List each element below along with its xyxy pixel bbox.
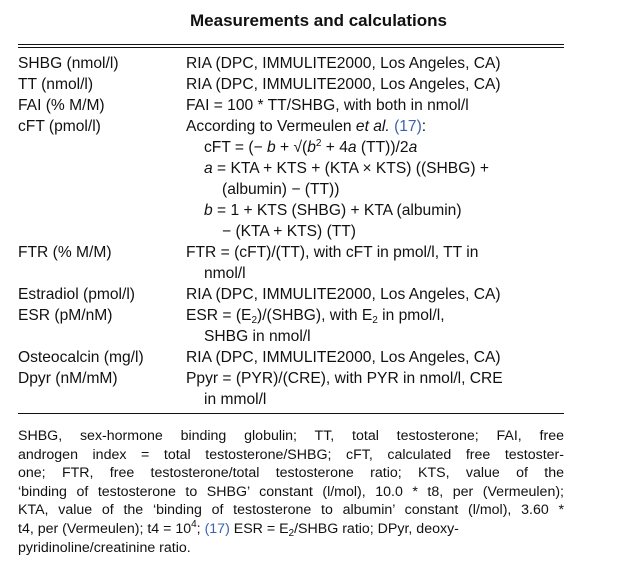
reference-link[interactable]: (17) [204,520,230,537]
row-label: SHBG (nmol/l) [18,55,119,72]
row-label: Estradiol (pmol/l) [18,286,135,303]
row-definition: FTR = (cFT)/(TT), with cFT in pmol/l, TT in nmol/l [186,244,479,282]
row-definition: According to Vermeulen et al. (17): cFT = (− $b + √(b^2 + 4a$ (TT))/2a a = KTA + KTS + (KTA × KTS) ((SHBG) + (albumin) − (TT)) b = 1 + KTS (SHBG) + KTA (albumin) − (KTA + KTS) (TT) [186,118,489,240]
top-rule-second [18,47,564,48]
row-definition: RIA (DPC, IMMULITE2000, Los Angeles, CA) [186,349,501,366]
row-label: FTR (% M/M) [18,244,112,261]
row-label: Osteocalcin (mg/l) [18,349,144,366]
bottom-rule [18,413,564,414]
row-label: TT (nmol/l) [18,76,94,93]
row-label: cFT (pmol/l) [18,118,101,135]
table-footnote: SHBG, sex-hormone binding globulin; TT, total testosterone; FAI, free androgen index = total testosterone/SHBG; cFT, calculated free testoster- one; FTR, free testosterone/total testosterone ratio; KTS, value of the ‘binding of testosterone to SHBG’ constant (l/mol), 10.0 * t8, per (Vermeulen); KTA, value of the ‘binding of testosterone to albumin’ constant (l/mol), 3.60 * t4, per (Vermeulen); $t4 = 10^4$; (17) ESR = $E_2$/SHBG ratio; DPyr, deoxy- pyridinoline/creatinine ratio. [18,428,564,556]
row-label: Dpyr (nM/mM) [18,370,118,387]
row-definition: RIA (DPC, IMMULITE2000, Los Angeles, CA) [186,286,501,303]
row-definition: ESR = $(E_2)/(SHBG)$, with $E_2$ in pmol/l, SHBG in nmol/l [186,307,445,345]
row-label: ESR (pM/nM) [18,307,113,324]
row-label: FAI (% M/M) [18,97,105,114]
row-definition: Ppyr = (PYR)/(CRE), with PYR in nmol/l, CRE in mmol/l [186,370,503,408]
top-rule [18,44,564,45]
row-definition: RIA (DPC, IMMULITE2000, Los Angeles, CA) [186,55,501,72]
row-definition: RIA (DPC, IMMULITE2000, Los Angeles, CA) [186,76,501,93]
table-title: Measurements and calculations [190,11,447,30]
reference-link[interactable]: (17) [394,118,422,135]
row-definition: FAI = 100 * TT/SHBG, with both in nmol/l [186,97,469,114]
